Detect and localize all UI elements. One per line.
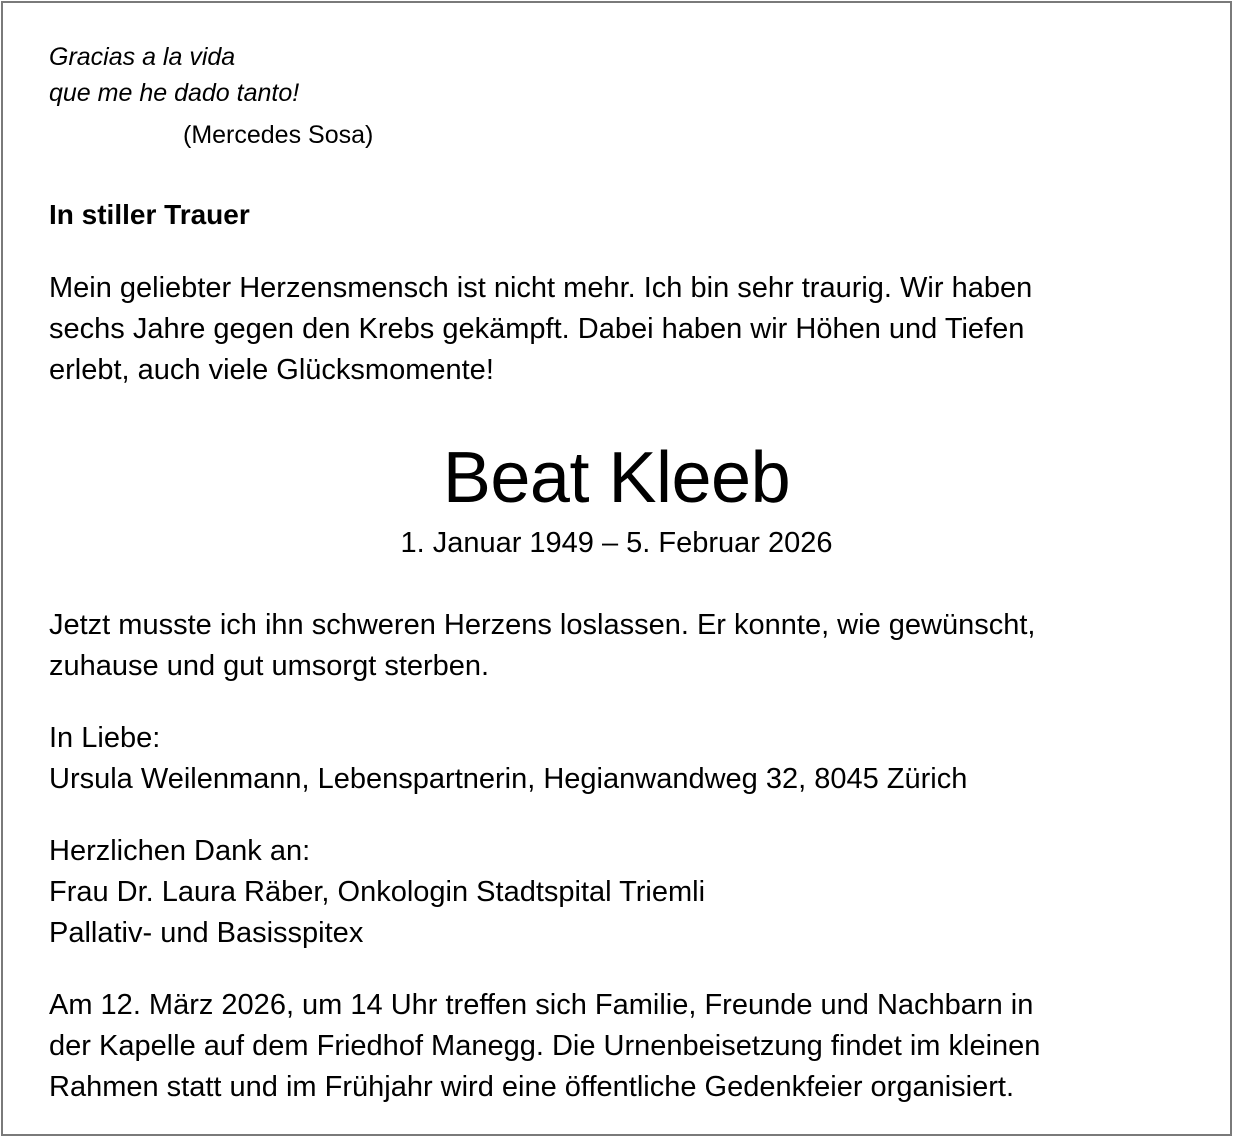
intro-line: erlebt, auch viele Glücksmomente! — [49, 354, 494, 386]
in-love-label: In Liebe: — [49, 722, 161, 754]
in-love-section — [49, 718, 1190, 800]
farewell-line: zuhause und gut umsorgt sterben. — [49, 650, 490, 682]
thanks-line: Pallativ- und Basisspitex — [49, 917, 364, 949]
mourner-line: Ursula Weilenmann, Lebenspartnerin, Hegianwandweg 32, 8045 Zürich — [49, 763, 968, 795]
quote-author: (Mercedes Sosa) — [183, 121, 374, 149]
notice-heading: In stiller Trauer — [49, 199, 250, 230]
obituary-notice — [1, 1, 1232, 1136]
intro-line: Mein geliebter Herzensmensch ist nicht mehr. Ich bin sehr traurig. Wir haben — [49, 272, 1033, 304]
epigraph-quote — [49, 39, 1190, 111]
life-dates: 1. Januar 1949 – 5. Februar 2026 — [400, 527, 833, 559]
ceremony-line: Am 12. März 2026, um 14 Uhr treffen sich Familie, Freunde und Nachbarn in — [49, 989, 1034, 1021]
ceremony-line: Rahmen statt und im Frühjahr wird eine öffentliche Gedenkfeier organisiert. — [49, 1071, 1015, 1103]
farewell-line: Jetzt musste ich ihn schweren Herzens loslassen. Er konnte, wie gewünscht, — [49, 609, 1036, 641]
ceremony-line: der Kapelle auf dem Friedhof Manegg. Die Urnenbeisetzung findet im kleinen — [49, 1030, 1041, 1062]
deceased-name: Beat Kleeb — [442, 438, 791, 518]
ceremony-paragraph — [49, 985, 1190, 1108]
thanks-section — [49, 831, 1190, 954]
thanks-line: Frau Dr. Laura Räber, Onkologin Stadtspital Triemli — [49, 876, 706, 908]
thanks-label: Herzlichen Dank an: — [49, 835, 311, 867]
quote-line: que me he dado tanto! — [49, 79, 300, 107]
quote-line: Gracias a la vida — [49, 43, 236, 71]
intro-line: sechs Jahre gegen den Krebs gekämpft. Dabei haben wir Höhen und Tiefen — [49, 313, 1025, 345]
intro-paragraph — [49, 268, 1190, 391]
farewell-paragraph — [49, 605, 1190, 687]
